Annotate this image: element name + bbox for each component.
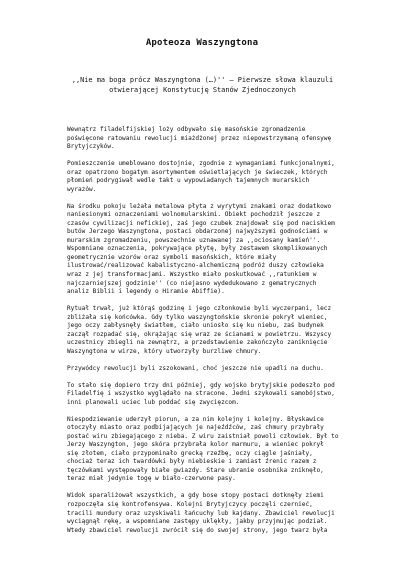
paragraph: Na środku pokoju leżała metalowa płyta z wyrytymi znakami oraz dodatkowo naniesionymi oznaczeniami wolnomularskimi. Obiekt pochodził jeszcze z czasów cywilizacji nefickiej, zaś jego czubek znajdował się pod naciskiem butów Jerzego Waszyngtona, postaci obdarzonej najwyższymi godnościami w murarskim zgromadzeniu, powszechnie uznawanej za ,,ociosany kamień''. Wspomniane oznaczenia, pokrywające płytę, były zestawem skomplikowanych geometrycznie wzorów oraz symboli masońskich, które miały ilustrować/realizować kabalistyczno-alchemiczną podróż duszy człowieka wraz z jej transformacjami. Wszystko miało poskutkować ,,ratunkiem w najczarniejszej godzinie'' (co niejasno wydedukowano z gematrycznych analiz Biblii i legendy o Hiramie Abiffie). xyxy=(67,202,335,296)
paragraph: To stało się dopiero trzy dni później, gdy wojsko brytyjskie podeszło pod Filadelfię i wszystko wyglądało na stracone. Jedni szykowali samobójstwo, inni planowali uciec lub poddać się zwycięzcom. xyxy=(67,381,335,406)
paragraph: Pomieszczenie umeblowano dostojnie, zgodnie z wymaganiami funkcjonalnymi, oraz opatrzono bogatym asortymentem oświetlających je świeczek, których płomień podrygiwał wedle takt u wypowiadanych tajemnych murarskich wyrazów. xyxy=(67,160,335,193)
document-body xyxy=(67,126,367,544)
document-title: Apoteoza Waszyngtona xyxy=(145,38,259,48)
document-epigraph: ,,Nie ma boga prócz Waszyngtona (…)'' – Pierwsze słowa klauzuli otwierającej Konstytucję Stanów Zjednoczonych xyxy=(71,76,334,94)
paragraph: Przywódcy rewolucji byli zszokowani, choć jeszcze nie upadli na duchu. xyxy=(67,364,324,372)
paragraph: Wewnątrz filadelfijskiej loży odbywało się masońskie zgromadzenie poświęcone ratowaniu rewolucji miażdżonej przez niepowstrzymaną ofensywę Brytyjczyków. xyxy=(67,126,332,151)
paragraph: Widok sparaliżował wszystkich, a gdy bose stopy postaci dotknęły ziemi rozpoczęła się kontrofensywa. Kolejni Brytyjczycy poczęli czernieć, tracili mundury oraz uzyskiwali łańcuchy lub kajdany. Zbawiciel rewolucji wyciągnął rękę, a wspomniane zastępy uklękły, jakby przyjmując podział. Wtedy zbawiciel rewolucji zwrócił się do swojej strony, jego twarz była xyxy=(67,492,335,534)
paragraph: Niespodziewanie uderzył piorun, a za nim kolejny i kolejny. Błyskawice otoczyły miasto oraz podbijających je najeźdźców, zaś chmury przybrały postać wiru zbiegającego z nieba. Z wiru zaistniał powoli człowiek. Był to Jerzy Waszyngton, jego skóra przybrała kolor marmuru, a wieniec pokrył się złotem, ciało przypominało grecką rzeźbę, oczy ciągle jaśniały, chociaż teraz ich twardówki były niebieskie i zamiast źrenic razem z tęczówkami występowały białe gwiazdy. Stare ubranie osobnika zniknęło, teraz miał jedynie togę w biało-czerwone pasy. xyxy=(67,415,339,483)
paragraph: Rytuał trwał, już którąś godzinę i jego członkowie byli wyczerpani, lecz zbliżała się końcówka. Gdy tylko waszyngtońskie skronie pokrył wieniec, jego oczy zabłysnęły światłem, ciało uniosło się ku niebu, zaś budynek zaczął rozpadać się, okrążając się wraz ze ścianami w powietrzu. Wszyscy uczestnicy zbiegli na zewnątrz, a przedstawienie zakończyło zaniknięcie Waszyngtona w wirze, który utworzyły burzliwe chmury. xyxy=(67,305,332,355)
